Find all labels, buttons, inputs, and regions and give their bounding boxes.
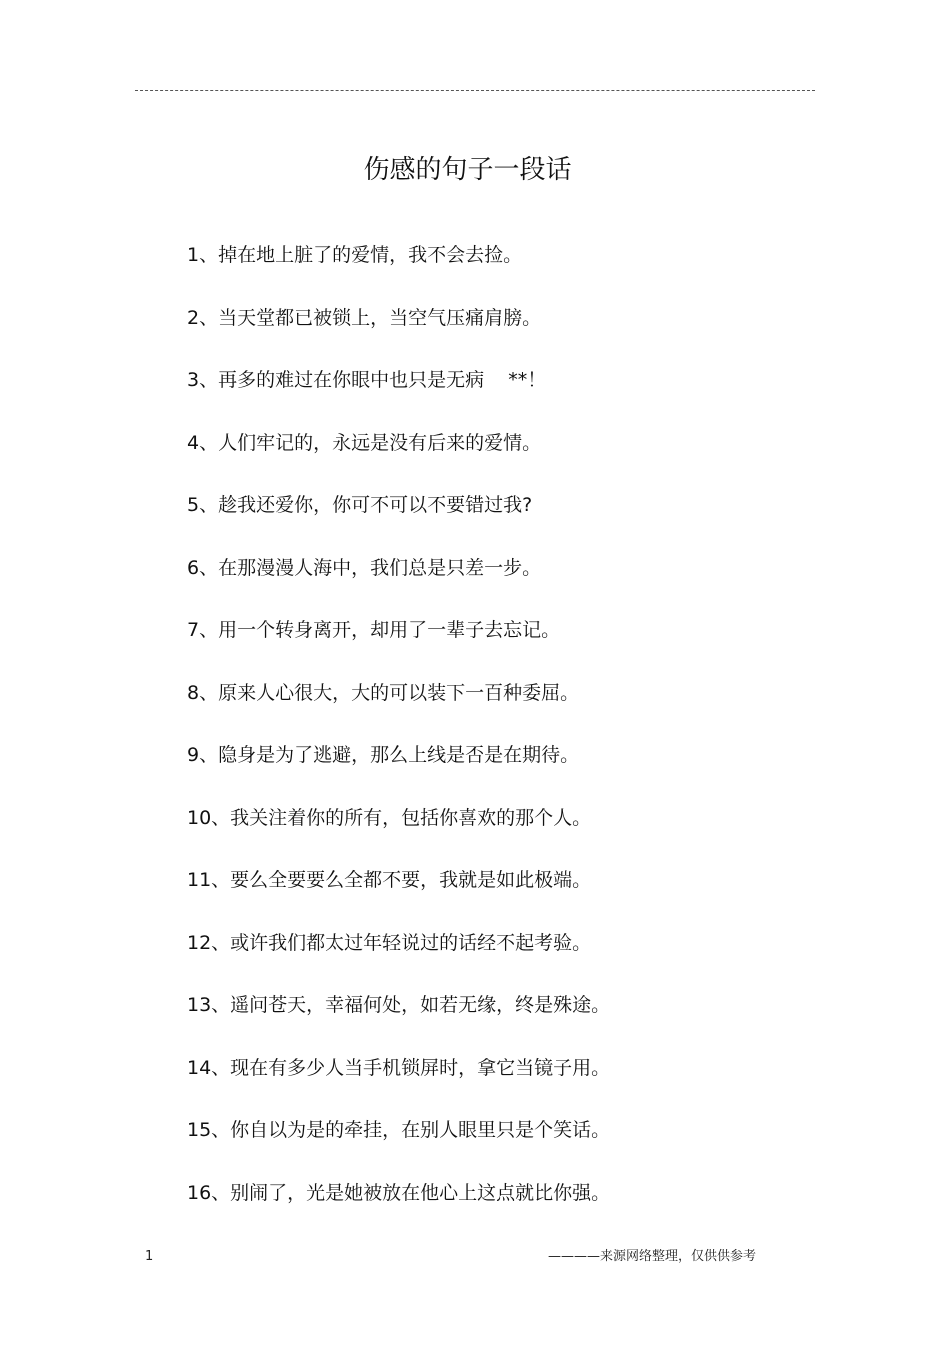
list-item: 6、在那漫漫人海中，我们总是只差一步。 (187, 556, 542, 579)
list-item: 7、用一个转身离开，却用了一辈子去忘记。 (187, 619, 561, 641)
list-item: 16、别闹了，光是她被放在他心上这点就比你强。 (187, 1181, 611, 1204)
list-item: 8、原来人心很大，大的可以装下一百种委屈。 (187, 681, 580, 704)
list-item: 11、要么全要要么全都不要，我就是如此极端。 (187, 869, 592, 891)
list-item: 9、隐身是为了逃避，那么上线是否是在期待。 (187, 744, 580, 766)
footer-source-note: ————来源网络整理，仅供供参考 (548, 1249, 757, 1264)
list-item: 14、现在有多少人当手机锁屏时，拿它当镜子用。 (187, 1056, 611, 1079)
list-item: 15、你自以为是的牵挂，在别人眼里只是个笑话。 (187, 1119, 611, 1141)
list-item: 1、掉在地上脏了的爱情，我不会去捡。 (187, 244, 523, 266)
sentence-list (187, 238, 610, 1238)
list-item: 5、趁我还爱你，你可不可以不要错过我? (187, 494, 533, 516)
header-dashed-rule (135, 90, 815, 91)
list-item: 4、人们牢记的，永远是没有后来的爱情。 (187, 431, 542, 454)
list-item: 3、再多的难过在你眼中也只是无病 **！ (187, 369, 547, 391)
list-item: 13、遥问苍天，幸福何处，如若无缘，终是殊途。 (187, 994, 611, 1016)
page-number: 1 (145, 1249, 154, 1264)
list-item: 2、当天堂都已被锁上，当空气压痛肩膀。 (187, 306, 542, 329)
list-item: 12、或许我们都太过年轻说过的话经不起考验。 (187, 931, 592, 954)
list-item: 10、我关注着你的所有，包括你喜欢的那个人。 (187, 806, 592, 829)
page-title: 伤感的句子一段话 (363, 155, 572, 185)
